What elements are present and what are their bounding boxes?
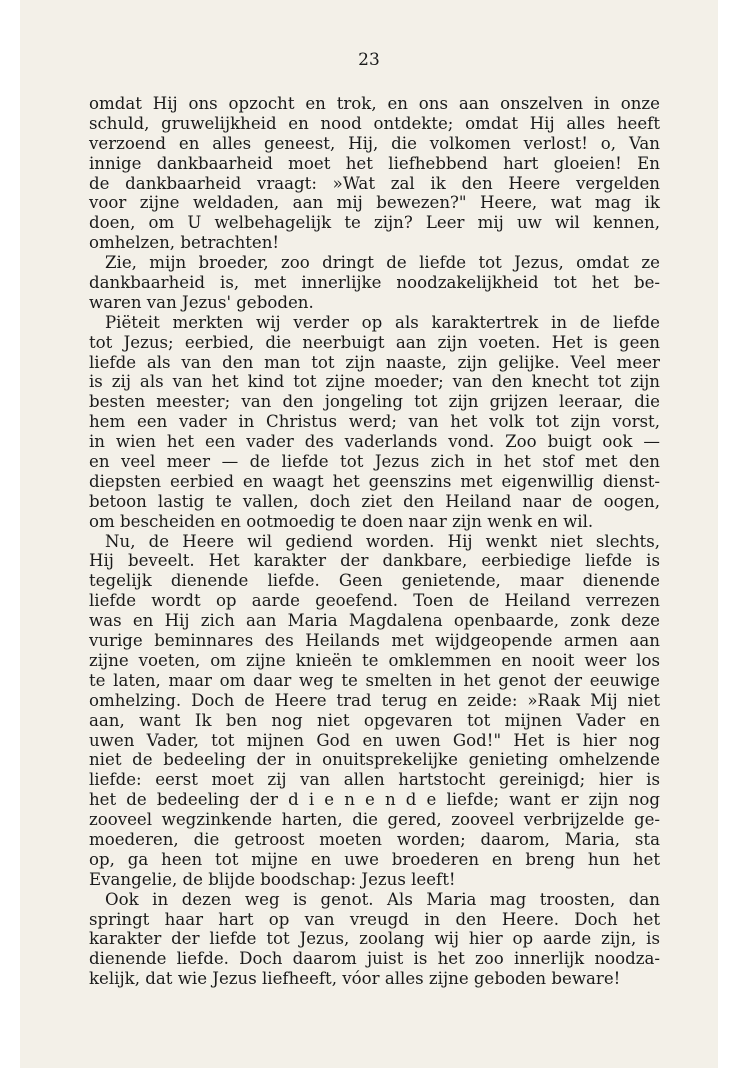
text-line: kelijk, dat wie Jezus liefheeft, vóor alles zijne geboden beware! [89,969,621,989]
body-text [89,94,660,989]
text-line: liefde als van den man tot zijn naaste, zijn gelijke. Veel meer [89,352,660,372]
text-line: voor zijne weldaden, aan mij bewezen?" Heere, wat mag ik [89,193,660,213]
text-line: te laten, maar om daar weg te smelten in het genot der eeuwige [89,670,660,690]
text-line: tot Jezus; eerbied, die neerbuigt aan zijn voeten. Het is geen [89,332,660,352]
text-line: liefde wordt op aarde geoefend. Toen de Heiland verrezen [89,591,660,611]
text-line: tegelijk dienende liefde. Geen genietende, maar dienende [89,571,660,591]
text-line: was en Hij zich aan Maria Magdalena openbaarde, zonk deze [89,611,660,631]
text-line: diepsten eerbied en waagt het geenszins met eigenwillig dienst- [89,471,660,491]
text-line: om bescheiden en ootmoedig te doen naar zijn wenk en wil. [89,511,594,531]
text-line: Ook in dezen weg is genot. Als Maria mag troosten, dan [105,889,660,909]
text-line: Piëteit merkten wij verder op als karaktertrek in de liefde [105,312,660,332]
text-line: is zij als van het kind tot zijne moeder; van den knecht tot zijn [89,372,660,392]
text-line: uwen Vader, tot mijnen God en uwen God!" Het is hier nog [89,730,660,750]
text-line: moederen, die getroost moeten worden; daarom, Maria, sta [89,829,660,849]
text-line: omhelzing. Doch de Heere trad terug en zeide: »Raak Mij niet [89,690,660,710]
text-line: verzoend en alles geneest, Hij, die volkomen verlost! o, Van [89,133,660,153]
text-line: en veel meer — de liefde tot Jezus zich in het stof met den [89,452,660,472]
paragraph [89,890,660,989]
text-line: zijne voeten, om zijne knieën te omklemmen en nooit weer los [89,650,660,670]
text-line: waren van Jezus' geboden. [89,292,314,312]
text-line: besten meester; van den jongeling tot zijn grijzen leeraar, die [89,392,660,412]
text-line: dankbaarheid is, met innerlijke noodzakelijkheid tot het be- [89,273,660,293]
text-line: niet de bedeeling der in onuitsprekelijke genieting omhelzende [89,750,660,770]
text-line: zooveel wegzinkende harten, die gered, zooveel verbrijzelde ge- [89,810,660,830]
text-line: het de bedeeling der d i e n e n d e liefde; want er zijn nog [89,790,660,810]
text-line: dienende liefde. Doch daarom juist is het zoo innerlijk noodza- [89,949,660,969]
text-line: Evangelie, de blijde boodschap: Jezus leeft! [89,869,456,889]
book-page [20,0,718,1068]
paragraph [89,94,660,253]
paragraph [89,532,660,890]
text-line: omhelzen, betrachten! [89,233,280,253]
text-line: omdat Hij ons opzocht en trok, en ons aan onszelven in onze [89,94,660,113]
text-line: schuld, gruwelijkheid en nood ontdekte; omdat Hij alles heeft [89,113,660,133]
text-line: Hij beveelt. Het karakter der dankbare, eerbiedige liefde is [89,551,660,571]
paragraph [89,313,660,532]
text-line: karakter der liefde tot Jezus, zoolang wij hier op aarde zijn, is [89,929,660,949]
text-line: innige dankbaarheid moet het liefhebbend hart gloeien! En [89,153,660,173]
text-line: Nu, de Heere wil gediend worden. Hij wenkt niet slechts, [105,531,660,551]
text-line: vurige beminnares des Heilands met wijdgeopende armen aan [89,631,660,651]
text-line: springt haar hart op van vreugd in den Heere. Doch het [89,909,660,929]
text-line: doen, om U welbehagelijk te zijn? Leer mij uw wil kennen, [89,213,660,233]
page-number: 23 [358,50,380,70]
text-line: betoon lastig te vallen, doch ziet den Heiland naar de oogen, [89,491,660,511]
text-line: aan, want Ik ben nog niet opgevaren tot mijnen Vader en [89,710,660,730]
text-line: hem een vader in Christus werd; van het volk tot zijn vorst, [89,412,660,432]
text-line: de dankbaarheid vraagt: »Wat zal ik den Heere vergelden [89,173,660,193]
text-line: in wien het een vader des vaderlands vond. Zoo buigt ook — [89,432,660,452]
text-line: op, ga heen tot mijne en uwe broederen en breng hun het [89,849,660,869]
text-line: liefde: eerst moet zij van allen hartstocht gereinigd; hier is [89,770,660,790]
paragraph [89,253,660,313]
text-line: Zie, mijn broeder, zoo dringt de liefde tot Jezus, omdat ze [105,253,660,273]
